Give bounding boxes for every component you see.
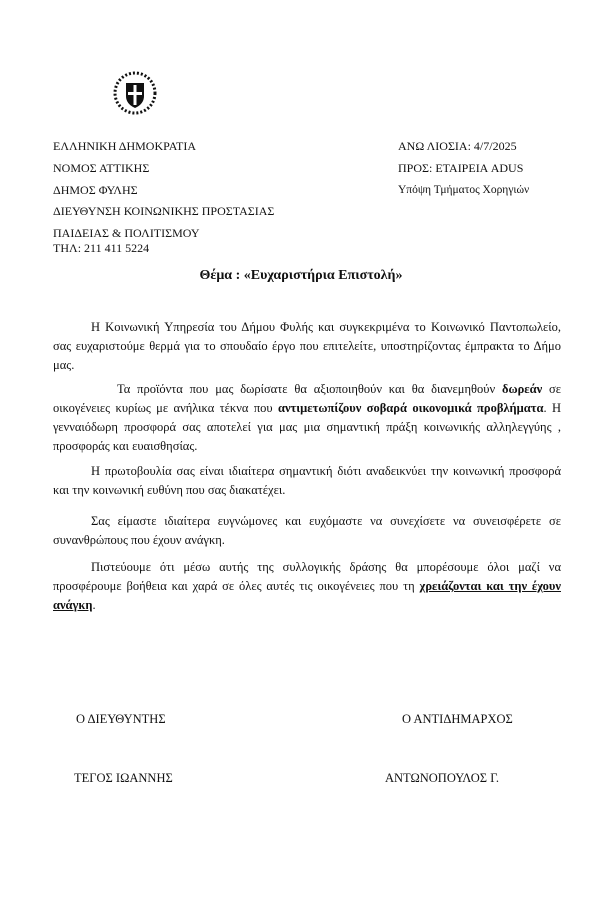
header-line-phone: ΤΗΛ: 211 411 5224 <box>53 241 150 255</box>
paragraph-2-bold-problems: αντιμετωπίζουν σοβαρά οικονομικά προβλήματα <box>277 401 544 415</box>
paragraph-5-bold-need: χρειάζονται και την έχουν ανάγκη <box>53 579 561 612</box>
paragraph-1-text: Η Κοινωνική Υπηρεσία του Δήμου Φυλής και συγκεκριμένα το Κοινωνικό Παντοπωλείο, σας ευχαριστούμε θερμά για το σπουδαίο έργο που επιτελείτε, υποστηρίζοντας έμπρακτα το Δήμο μας. <box>53 320 561 372</box>
header-date: ΑΝΩ ΛΙΟΣΙΑ: 4/7/2025 <box>398 139 517 153</box>
paragraph-4 <box>53 512 561 550</box>
paragraph-3-text: Η πρωτοβουλία σας είναι ιδιαίτερα σημαντική διότι αναδεικνύει την κοινωνική προσφορά και την κοινωνική ευθύνη που σας διακατέχει. <box>53 464 561 497</box>
paragraph-1 <box>53 318 561 375</box>
header-line-directorate: ΔΙΕΥΘΥΝΣΗ ΚΟΙΝΩΝΙΚΗΣ ΠΡΟΣΤΑΣΙΑΣ <box>53 204 275 218</box>
header-line-prefecture: ΝΟΜΟΣ ΑΤΤΙΚΗΣ <box>53 161 150 175</box>
signature-left-name: ΤΕΓΟΣ ΙΩΑΝΝΗΣ <box>74 771 173 785</box>
signature-left-title: Ο ΔΙΕΥΘΥΝΤΗΣ <box>76 712 166 726</box>
greek-coat-of-arms-icon <box>112 70 158 116</box>
header-line-country: ΕΛΛΗΝΙΚΗ ΔΗΜΟΚΡΑΤΙΑ <box>53 139 197 153</box>
header-recipient: ΠΡΟΣ: ΕΤΑΙΡΕΙΑ ADUS <box>398 161 524 175</box>
paragraph-2-text-b: σε οικογένειες κυρίως με ανήλικα τέκνα που <box>53 382 561 415</box>
paragraph-2-bold-free: δωρεάν <box>501 382 543 396</box>
paragraph-2 <box>53 380 561 456</box>
signature-right-name: ΑΝΤΩΝΟΠΟΥΛΟΣ Γ. <box>385 771 500 785</box>
paragraph-5-text-b: . <box>92 598 96 612</box>
paragraph-4-text: Σας είμαστε ιδιαίτερα ευγνώμονες και ευχόμαστε να συνεχίσετε να συνεισφέρετε σε συνανθρώπους που έχουν ανάγκη. <box>53 514 561 547</box>
paragraph-5-text-a: Πιστεύουμε ότι μέσω αυτής της συλλογικής δράσης θα μπορέσουμε όλοι μαζί να προσφέρουμε βοήθεια και χαρά σε όλες αυτές τις οικογένειες που τη <box>53 560 561 593</box>
paragraph-3 <box>53 462 561 500</box>
paragraph-2-text-c: . Η γενναιόδωρη προσφορά σας αποτελεί για μας μια σημαντική πράξη κοινωνικής αλληλεγγύης , προσφοράς και ευαισθησίας. <box>53 401 561 453</box>
header-attention: Υπόψη Τμήματος Χορηγιών <box>398 184 530 196</box>
header-line-directorate-cont: ΠΑΙΔΕΙΑΣ & ΠΟΛΙΤΙΣΜΟΥ <box>53 226 200 240</box>
letter-subject: Θέμα : «Ευχαριστήρια Επιστολή» <box>199 268 403 283</box>
header-line-municipality: ΔΗΜΟΣ ΦΥΛΗΣ <box>53 183 138 197</box>
paragraph-5 <box>53 558 561 615</box>
signature-right-title: Ο ΑΝΤΙΔΗΜΑΡΧΟΣ <box>402 712 513 726</box>
paragraph-2-text-a: Τα προϊόντα που μας δωρίσατε θα αξιοποιηθούν και θα διανεμηθούν <box>117 382 502 396</box>
